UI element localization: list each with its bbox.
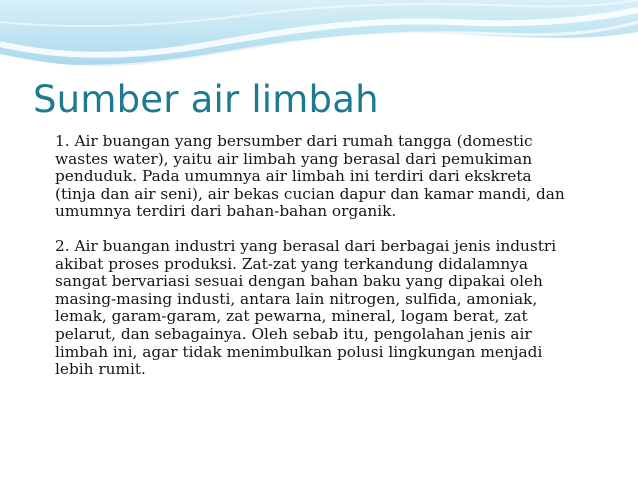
header-wave-decoration — [0, 0, 638, 80]
paragraph-industrial-wastewater: 2. Air buangan industri yang berasal dari berbagai jenis industri akibat proses produksi. Zat-zat yang terkandung didalamnya sangat bervariasi sesuai dengan bahan baku yang dipakai oleh masing-masing industi, antara lain nitrogen, sulfida, amoniak, lemak, garam-garam, zat pewarna, mineral, logam berat, zat pelarut, dan sebagainya. Oleh sebab itu, pengolahan jenis air limbah ini, agar tidak menimbulkan polusi lingkungan menjadi lebih rumit. — [55, 236, 557, 379]
slide-body — [55, 133, 615, 379]
paragraph-domestic-wastewater: 1. Air buangan yang bersumber dari rumah tangga (domestic wastes water), yaitu air limbah yang berasal dari pemukiman penduduk. Pada umumnya air limbah ini terdiri dari ekskreta (tinja dan air seni), air bekas cucian dapur dan kamar mandi, dan umumnya terdiri dari bahan-bahan organik. — [55, 132, 565, 221]
slide-title: Sumber air limbah — [33, 78, 379, 121]
